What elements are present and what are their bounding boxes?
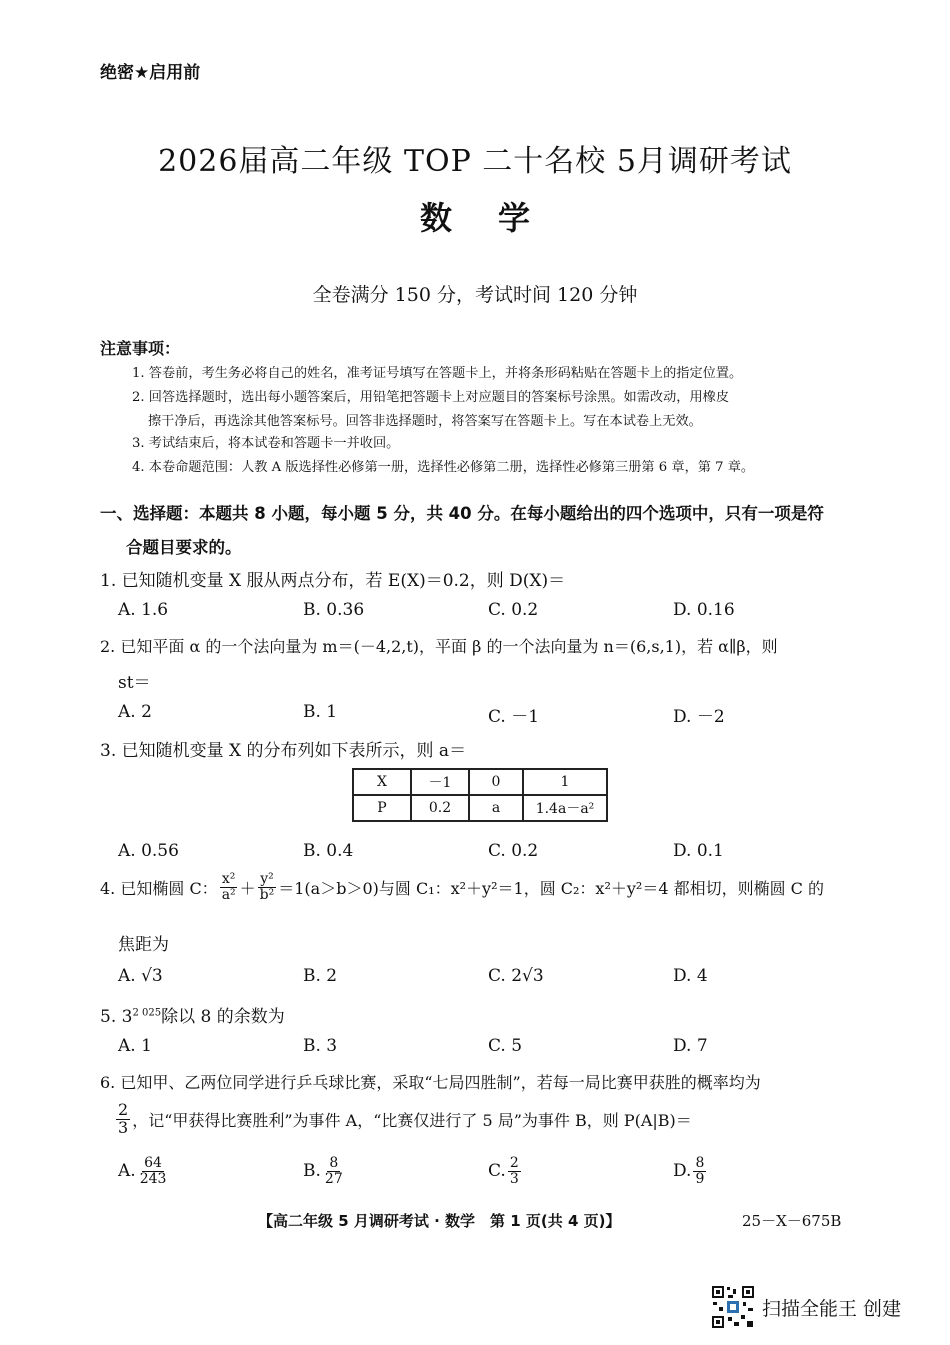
- notice-heading: 注意事项：: [100, 339, 181, 358]
- q1-option-a: A. 1.6: [118, 600, 169, 620]
- fraction: [116, 1102, 130, 1137]
- numerator: 2: [509, 1155, 519, 1171]
- q5-option-c: C. 5: [488, 1036, 523, 1056]
- table-cell: 0.2: [411, 795, 469, 821]
- denominator: b²: [259, 886, 275, 903]
- table-cell: 1: [523, 769, 607, 795]
- q2-option-a: A. 2: [118, 702, 152, 722]
- notice-line: 4. 本卷命题范围：人教 A 版选择性必修第一册，选择性必修第二册，选择性必修第三册第 6 章，第 7 章。: [132, 460, 755, 475]
- option-label: D.: [673, 1161, 692, 1182]
- q2-option-b: B. 1: [303, 702, 338, 722]
- option-label: C.: [488, 1161, 506, 1182]
- q6-option-d: [673, 1156, 708, 1186]
- option-label: A.: [118, 1161, 136, 1182]
- q5-option-d: D. 7: [673, 1036, 708, 1056]
- fraction: [220, 872, 238, 902]
- subject-title: 数学: [419, 199, 576, 237]
- table-cell: －1: [411, 769, 469, 795]
- numerator: 8: [329, 1155, 339, 1171]
- denominator: 3: [118, 1117, 129, 1137]
- q4-option-b: B. 2: [303, 966, 338, 986]
- question-2-stem-cont: st＝: [118, 673, 151, 693]
- fraction: [138, 1156, 169, 1186]
- notice-line: 3. 考试结束后，将本试卷和答题卡一并收回。: [132, 436, 400, 451]
- question-3-stem: 3. 已知随机变量 X 的分布列如下表所示，则 a＝: [100, 741, 467, 761]
- notice-line: 擦干净后，再选涂其他答案标号。回答非选择题时，将答案写在答题卡上。写在本试卷上无效。: [148, 414, 702, 429]
- page-footer: 【高二年级 5 月调研考试 · 数学 第 1 页(共 4 页)】: [258, 1212, 621, 1230]
- exponent: 2 025: [132, 1007, 162, 1019]
- denominator: 3: [509, 1170, 519, 1187]
- q3-option-b: B. 0.4: [303, 841, 354, 861]
- q4-option-a: A. √3: [118, 966, 163, 986]
- q4-rest: ＝1(a＞b＞0)与圆 C₁：x²＋y²＝1，圆 C₂：x²＋y²＝4 都相切，则椭圆 C 的: [278, 878, 825, 898]
- numerator: y²: [260, 871, 274, 887]
- fraction: [693, 1156, 706, 1186]
- denominator: 9: [695, 1170, 705, 1187]
- denominator: a²: [221, 886, 236, 903]
- table-cell: 0: [469, 769, 523, 795]
- numerator: 2: [118, 1100, 129, 1119]
- table-row: [353, 795, 607, 821]
- table-row: [353, 769, 607, 795]
- question-4-stem: [100, 872, 824, 902]
- plus-sign: ＋: [239, 878, 256, 898]
- question-6-stem: 6. 已知甲、乙两位同学进行乒乓球比赛，采取“七局四胜制”，若每一局比赛甲获胜的概率均为: [100, 1073, 761, 1092]
- q3-option-a: A. 0.56: [118, 841, 179, 861]
- q6-rest: ，记“甲获得比赛胜利”为事件 A，“比赛仅进行了 5 局”为事件 B，则 P(A|B)＝: [132, 1110, 692, 1130]
- question-1-stem: 1. 已知随机变量 X 服从两点分布，若 E(X)＝0.2，则 D(X)＝: [100, 571, 566, 591]
- q5-option-a: A. 1: [118, 1036, 152, 1056]
- q1-option-b: B. 0.36: [303, 600, 365, 620]
- q5-rest: 除以 8 的余数为: [161, 1007, 285, 1027]
- q4-option-c: C. 2√3: [488, 966, 544, 986]
- q6-option-c: [488, 1156, 523, 1186]
- q6-option-a: [118, 1156, 170, 1186]
- q6-option-b: [303, 1156, 347, 1186]
- question-6-stem-cont: [114, 1102, 692, 1137]
- exam-title: 2026届高二年级 TOP 二十名校 5月调研考试: [158, 144, 792, 179]
- denominator: 27: [324, 1170, 343, 1187]
- numerator: x²: [221, 871, 236, 887]
- q2-option-c: C. －1: [488, 707, 540, 727]
- section-heading-cont: 合题目要求的。: [126, 538, 242, 557]
- section-heading: 一、选择题：本题共 8 小题，每小题 5 分，共 40 分。在每小题给出的四个选项中，只有一项是符: [100, 504, 824, 523]
- denominator: 243: [139, 1170, 167, 1187]
- question-5-stem: [100, 1002, 285, 1027]
- q1-option-d: D. 0.16: [673, 600, 735, 620]
- fraction: [508, 1156, 521, 1186]
- q4-prefix: 4. 已知椭圆 C：: [100, 878, 218, 898]
- q1-option-c: C. 0.2: [488, 600, 539, 620]
- fraction: [323, 1156, 345, 1186]
- qr-code-icon: [711, 1285, 755, 1329]
- q4-option-d: D. 4: [673, 966, 708, 986]
- numerator: 8: [695, 1155, 705, 1171]
- fraction: [258, 872, 277, 902]
- q2-option-d: D. －2: [673, 707, 725, 727]
- paper-code: 25－X－675B: [742, 1212, 842, 1230]
- question-2-stem: 2. 已知平面 α 的一个法向量为 m＝(－4,2,t)，平面 β 的一个法向量为 n＝(6,s,1)，若 α∥β，则: [100, 637, 778, 656]
- notice-line: 2. 回答选择题时，选出每小题答案后，用铅笔把答题卡上对应题目的答案标号涂黑。如需改动，用橡皮: [132, 390, 730, 405]
- confidential-label: 绝密★启用前: [100, 63, 201, 83]
- table-cell: X: [353, 769, 411, 795]
- option-label: B.: [303, 1161, 321, 1182]
- question-4-stem-cont: 焦距为: [118, 935, 169, 955]
- distribution-table: [352, 768, 608, 822]
- numerator: 64: [144, 1155, 162, 1171]
- notice-line: 1. 答卷前，考生务必将自己的姓名，准考证号填写在答题卡上，并将条形码粘贴在答题卡上的指定位置。: [132, 366, 743, 381]
- q5-option-b: B. 3: [303, 1036, 338, 1056]
- q5-prefix: 5. 3: [100, 1007, 133, 1027]
- table-cell: a: [469, 795, 523, 821]
- q3-option-c: C. 0.2: [488, 841, 539, 861]
- q3-option-d: D. 0.1: [673, 841, 724, 861]
- table-cell: P: [353, 795, 411, 821]
- score-time-info: 全卷满分 150 分，考试时间 120 分钟: [312, 284, 638, 306]
- table-cell: 1.4a－a²: [523, 795, 607, 821]
- scanner-watermark: 扫描全能王 创建: [762, 1298, 902, 1320]
